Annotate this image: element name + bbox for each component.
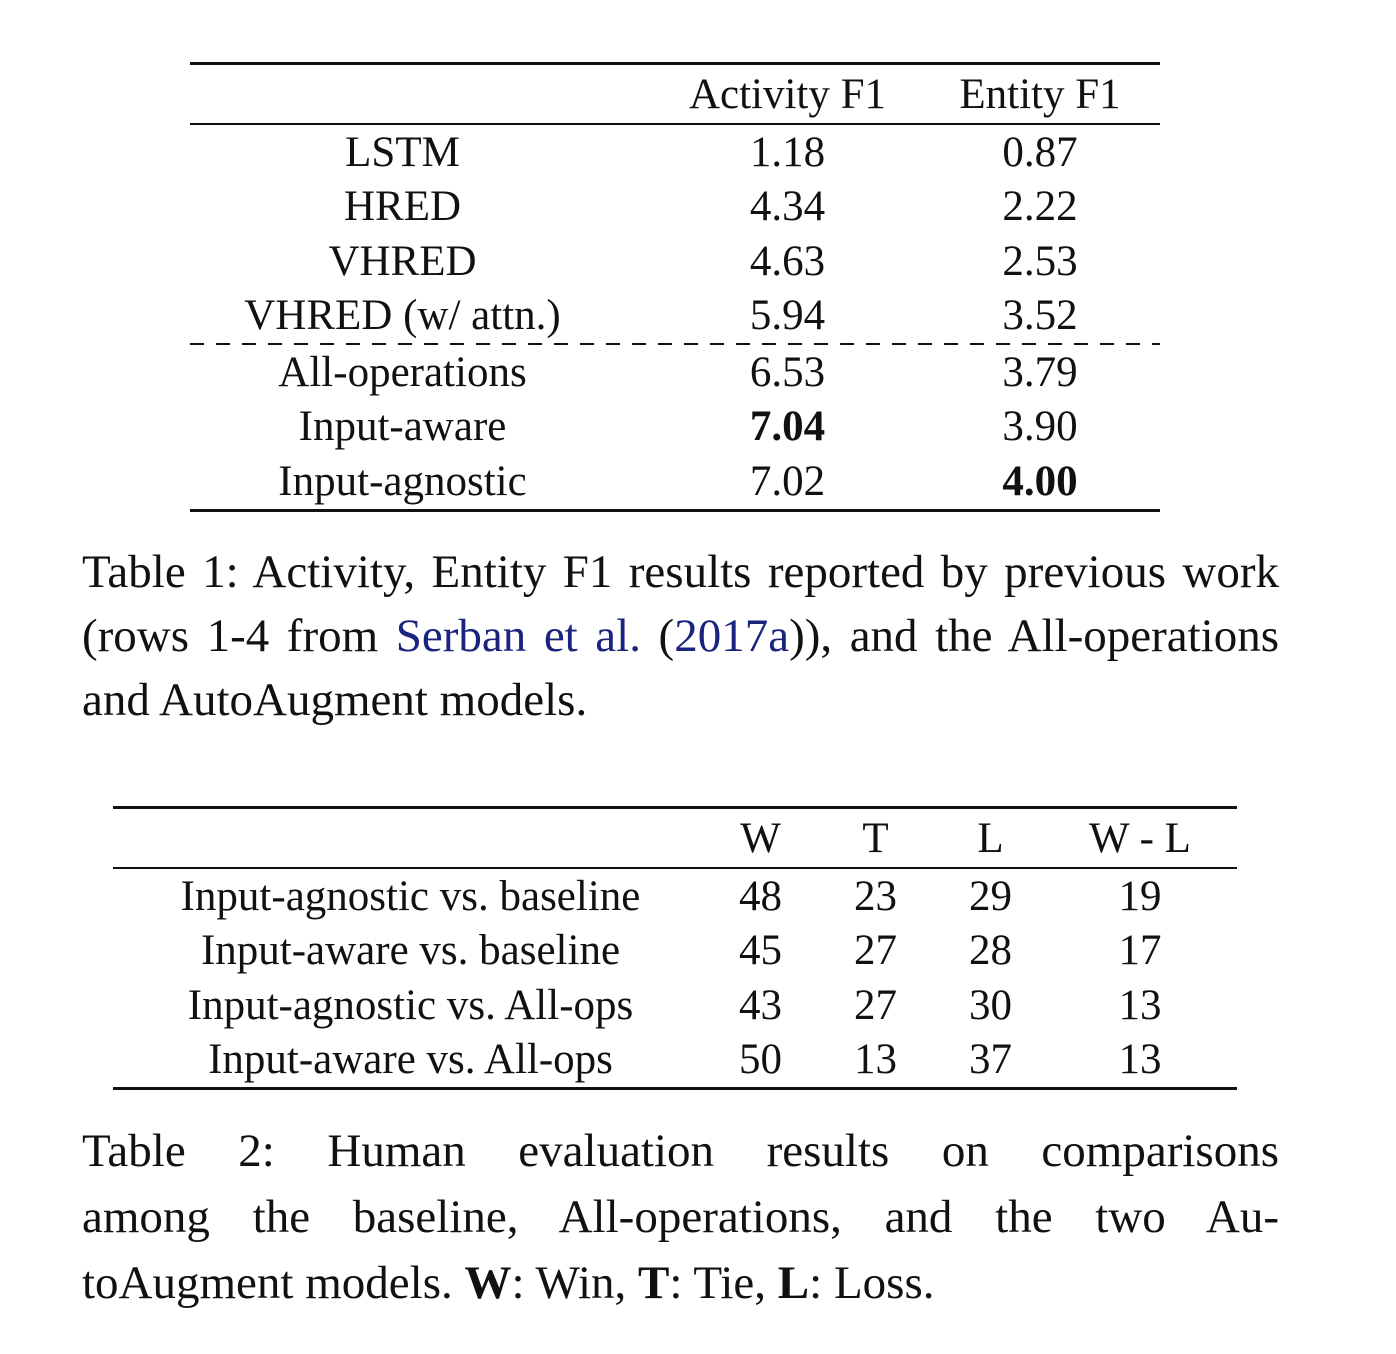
loss-key: L	[777, 1257, 810, 1309]
activity-f1-value: 7.02	[749, 457, 826, 505]
header-loss: L	[977, 814, 1004, 862]
activity-f1-value: 6.53	[749, 348, 826, 396]
caption-text: )), and the All-operations and AutoAugment models.	[82, 610, 1279, 726]
comparison-name: Input-aware vs. All-ops	[208, 1036, 613, 1084]
win-value: 43	[739, 981, 782, 1029]
loss-value: 30	[969, 981, 1012, 1029]
header-win: W	[740, 814, 781, 862]
activity-f1-value: 5.94	[749, 292, 826, 340]
win-key: W	[464, 1257, 512, 1309]
tie-value: 27	[854, 927, 897, 975]
tie-key: T	[638, 1257, 670, 1309]
header-activity-f1: Activity F1	[688, 70, 887, 118]
table-header	[113, 809, 1237, 867]
caption-line: among the baseline, All-operations, and the two Au-	[82, 1191, 1279, 1243]
table-row	[113, 869, 1237, 924]
tie-value: 23	[854, 872, 897, 920]
bottom-rule	[190, 509, 1160, 512]
citation-link-year[interactable]: 2017a	[674, 610, 790, 662]
caption-text: : Loss.	[809, 1257, 935, 1309]
table-2	[113, 806, 1237, 1090]
caption-line	[82, 1250, 1279, 1316]
model-name: HRED	[343, 183, 462, 231]
caption-text: (	[640, 610, 675, 662]
win-value: 50	[739, 1036, 782, 1084]
citation-link-authors[interactable]: Serban et al.	[395, 610, 641, 662]
caption-text: toAugment models.	[82, 1257, 465, 1309]
entity-f1-value: 2.22	[1002, 183, 1078, 231]
table-row	[190, 454, 1160, 509]
table-row	[190, 180, 1160, 235]
activity-f1-value: 4.63	[749, 237, 826, 285]
model-name: LSTM	[345, 128, 460, 176]
caption-text: : Win,	[511, 1257, 638, 1309]
comparison-name: Input-agnostic vs. All-ops	[187, 981, 634, 1029]
model-name: All-operations	[278, 348, 527, 396]
header-win-minus-loss: W - L	[1089, 814, 1191, 862]
comparison-name: Input-aware vs. baseline	[200, 927, 621, 975]
caption-line: Table 2: Human evaluation results on comparisons	[82, 1125, 1279, 1177]
activity-f1-value: 1.18	[749, 128, 826, 176]
table-1-caption	[82, 540, 1279, 732]
loss-value: 29	[969, 872, 1012, 920]
tie-value: 13	[854, 1036, 897, 1084]
table-row	[113, 978, 1237, 1033]
table-row	[113, 924, 1237, 979]
model-name: VHRED	[328, 237, 477, 285]
header-tie: T	[862, 814, 889, 862]
win-minus-loss-value: 19	[1118, 872, 1162, 920]
table-1	[190, 62, 1160, 512]
entity-f1-value: 0.87	[1002, 128, 1078, 176]
model-name: Input-aware	[298, 403, 507, 451]
bottom-rule	[113, 1087, 1237, 1090]
win-value: 48	[739, 872, 782, 920]
table-row	[190, 400, 1160, 455]
loss-value: 37	[969, 1036, 1012, 1084]
model-name: VHRED (w/ attn.)	[244, 292, 561, 340]
entity-f1-value: 3.79	[1002, 348, 1078, 396]
tie-value: 27	[854, 981, 897, 1029]
table-2-caption	[82, 1118, 1279, 1316]
table-row	[113, 1033, 1237, 1088]
win-minus-loss-value: 13	[1118, 1036, 1162, 1084]
entity-f1-value-best: 4.00	[1002, 457, 1078, 505]
comparison-name: Input-agnostic vs. baseline	[180, 872, 641, 920]
header-entity-f1: Entity F1	[959, 70, 1121, 118]
table-row	[190, 125, 1160, 180]
table-header	[190, 65, 1160, 123]
entity-f1-value: 2.53	[1002, 237, 1078, 285]
caption-text: Table 1: Activity, Entity F1 results reported by previous work (rows 1-4 from	[82, 546, 1279, 662]
loss-value: 28	[969, 927, 1012, 975]
entity-f1-value: 3.90	[1002, 403, 1078, 451]
table-row	[190, 289, 1160, 344]
table-row	[190, 345, 1160, 400]
activity-f1-value-best: 7.04	[749, 403, 826, 451]
win-value: 45	[739, 927, 782, 975]
win-minus-loss-value: 17	[1118, 927, 1162, 975]
table-row	[190, 234, 1160, 289]
activity-f1-value: 4.34	[749, 183, 826, 231]
caption-text: : Tie,	[669, 1257, 778, 1309]
entity-f1-value: 3.52	[1002, 292, 1078, 340]
model-name: Input-agnostic	[278, 457, 527, 505]
win-minus-loss-value: 13	[1118, 981, 1162, 1029]
